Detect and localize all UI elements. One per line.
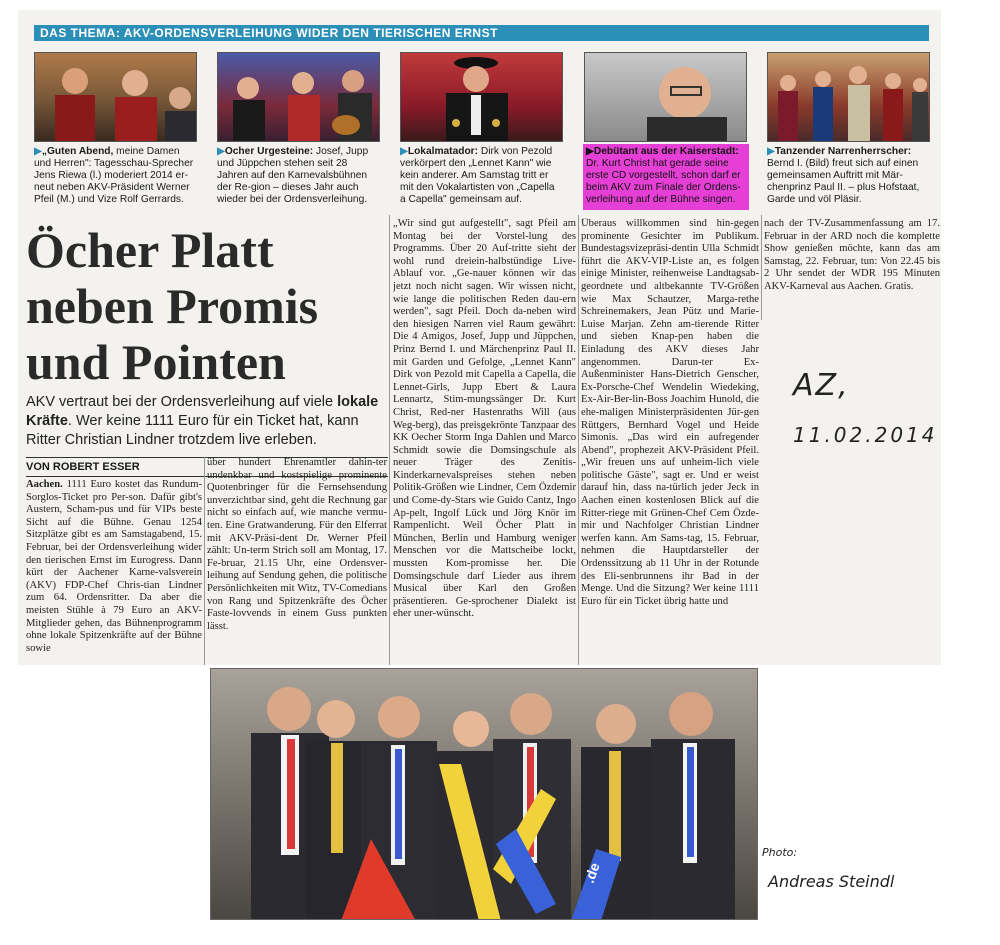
article-lead — [26, 393, 388, 450]
caption-2-title: Öcher Urgesteine: — [224, 146, 314, 157]
photo-debutant — [584, 52, 747, 142]
caption-1-title: „Guten Abend, — [41, 146, 114, 157]
topic-banner: DAS THEMA: AKV-ORDENSVERLEIHUNG WIDER DEN TIERISCHEN ERNST — [34, 25, 929, 41]
lead-text-1: AKV vertraut bei der Ordensverleihung auf viele — [26, 394, 338, 410]
article-column-5 — [764, 218, 940, 320]
photo-credit-name: Andreas Steindl — [768, 872, 895, 891]
caption-arrow-icon: ▶ — [400, 146, 408, 157]
group-photo — [210, 668, 758, 920]
caption-4-text: Dr. Kurt Christ hat gerade seine erste CD vorgestellt, schon darf er beim AKV zum Finale der Ordens-verleihung auf der Bühne singen. — [586, 158, 741, 205]
photo-lokalmatador — [400, 52, 563, 142]
caption-5-title: Tanzender Narrenherrscher: — [774, 146, 912, 157]
column-divider — [389, 215, 390, 665]
column-divider — [578, 215, 579, 665]
col1-text: 1111 Euro kostet das Rundum-Sorglos-Ticket pro Per-son. Dafür gibt's Austern, Scham-pus und für VIPs beste Sicht auf die Bühne. Genau 1254 Sitzplätze gibt es am Samstagabend, 15. Februar, bei der Ordensverleihung wider den tierischen Ernst im Eurogress. Dann kürt der Aachener Karne-valsverein (AKV) FDP-Chef Chris-tian Lindner zum 64. Ordensritter. Da aber die meisten Stühle à 79 Euro an AKV-Mitglieder gehen, das Bühnenprogramm ohne lokale Spitzenkräfte auf der Bühne sowie — [26, 479, 202, 654]
caption-3-text: Dirk von Pezold verkörpert den „Lennet Kann" wie kein anderer. Am Samstag tritt er mit den Vokalartisten von „Capella a Capella" gemeinsam auf. — [400, 146, 555, 205]
caption-arrow-icon: ▶ — [586, 146, 594, 157]
caption-arrow-icon: ▶ — [217, 146, 225, 157]
caption-4-title: Debütant aus der Kaiserstadt: — [593, 146, 739, 157]
column-divider — [761, 215, 762, 320]
logo-domain-text: .de — [580, 860, 603, 886]
photo-credit-label: Photo: — [762, 846, 798, 859]
article-column-1 — [26, 479, 202, 665]
col3-text: „Wir sind gut aufgestellt", sagt Pfeil am Montag bei der Vorstel-lung des Programms. Über 20 Auf-tritte sieht der wohl rund dreiein-halbstündige Live-Ablauf vor. „Ge-nauer können wir das jetzt noch nicht sagen. Wir wissen nicht, wie lange die politischen Reden dau-ern werden", sagt Pfeil. Doch da-neben wird den hiesigen Narren viel Raum gewährt: Die 4 Amigos, Josef, Jupp und Jüppchen, Prinz Bernd I. und Märchenprinz Paul II. mit Garden und Gefolge, „Lennet Kann" Dirk von Pezold mit Capella a Capella, die Lennet-Girls, Jupp Ebert & Laura Lennartz, Stim-mungssänger Dr. Kurt Christ, Red-ner Hastenraths Will (aus Weg-berg), das preisgekrönte Tanzpaar des KK Oecher Storm Inga Dahlen und Marco Schmidt sowie die Domsingschule als neuer Träger des Zenitis-Kinderkarnevalspreises stehen neben Politik-Größen wie Lindner, Cem Özdemir und Come-dy-Stars wie Guido Cantz, Ingo Ap-pelt, Ingolf Lück und Jörg Knör im Rampenlicht. Weil Öcher Platt in München, Berlin und Hamburg weniger Menschen vor die Mattscheibe lockt, mussten Kom-promisse her. Die Domsingschule darf Lieder aus ihrem Musical über Karl den Großen präsentieren. Ge-sprochener Dialekt ist eher uner-wünscht. — [393, 218, 576, 620]
caption-1-text: meine Damen und Herren": Tagesschau-Sprecher Jens Riewa (l.) moderiert 2014 er-neut neben AKV-Präsident Werner Pfeil (M.) und Vize Rolf Gerrards. — [34, 146, 194, 205]
article-column-2 — [207, 457, 387, 665]
col4-text: Überaus willkommen sind hin-gegen prominente Gesichter im Publikum. Bundestagsvizepräsi-dentin Ulla Schmidt führt die AKV-VIP-Liste an, es folgen einige Minister, reihenweise Landtagsab-geordnete und altbekannte TV-Größen wie Max Schautzer, Marga-rethe Schreinemakers, Jean Pütz und Marie-Luise Marjan. Zehn am-tierende Ritter und sieben Knap-pen haben die Einladung des AKV dieses Jahr angenommen. Darun-ter Ex-Außenminister Hans-Dietrich Genscher, Ex-Porsche-Chef Wendelin Wiedeking, Ex-Air-Ber-lin-Boss Joachim Hunold, die ehe-maligen Ministerpräsidenten Jür-gen Rüttgers, Bernhard Vogel und Heide Simonis. „Das wird ein aufregender Abend", prophezeit AKV-Präsident Pfeil. „Wir freuen uns auf unheim-lich viele politische Gäste", sagt er. Und er weist darauf hin, dass na-türlich jeder Jeck in Aachen einen kostenlosen Blick auf die Ritter-riege mit Grünen-Chef Cem Özde-mir und Nachfolger Christian Lindner werfen kann. Am Sams-tag, 15. Februar, nehmen die Hauptdarsteller der Ordenssitzung ab 11 Uhr in der Rotunde des Eli-senbrunnens ihr Bad in der Menge. Und die Sitzung? Wer keine 1111 Euro für ein Ticket übrig hatte und — [581, 218, 759, 607]
lead-text-2: . Wer keine 1111 Euro für ein Ticket hat, kann Ritter Christian Lindner trotzdem live erleben. — [26, 413, 359, 448]
photo-narrenherrscher — [767, 52, 930, 142]
article-column-4 — [581, 218, 759, 665]
caption-3-title: Lokalmatador: — [407, 146, 479, 157]
caption-2-text: Josef, Jupp und Jüppchen stehen seit 28 Jahren auf den Karnevalsbühnen der Re-gion – dieses Jahr auch wieder bei der Ordensverleihung. — [217, 146, 369, 205]
caption-4-highlighted — [583, 144, 749, 210]
caption-arrow-icon: ▶ — [767, 146, 775, 157]
byline: VON ROBERT ESSER — [26, 457, 388, 477]
caption-3 — [400, 146, 563, 212]
handwritten-source: AZ, — [793, 368, 850, 403]
caption-2 — [217, 146, 380, 212]
article-headline: Öcher Platt neben Promis und Pointen — [26, 222, 319, 390]
caption-1 — [34, 146, 197, 212]
caption-arrow-icon: ▶ — [34, 146, 42, 157]
col5-text: nach der TV-Zusammenfassung am 17. Februar in der ARD noch die komplette Show genießen möchte, kann das am Samstag, 22. Februar, tun: Von 22.45 bis 2 Uhr sendet der WDR 195 Minuten AKV-Karneval aus Aachen. Gratis. — [764, 218, 940, 292]
lead-bold: lokale Kräfte — [26, 394, 379, 429]
col2-text: über hundert Ehrenamtler dahin-ter undenkbar und kostspielige prominente Quotenbringer für die Fernsehsendung unverzichtbar sind, geht die Rechnung gar nicht so einfach auf, wie manche vermu-ten. Eine Gratwanderung. Für den Elferrat mit AKV-Präsi-dent Dr. Werner Pfeil zählt: Un-term Strich soll am Montag, 17. Fe-bruar, 21.15 Uhr, eine Ordensver-leihung auf Sendung gehen, die politische Persönlichkeiten mit Witz, TV-Comedians von Rang und Spitzenkräfte des Öcher Faste-lovvends in einem Guss punkten lässt. — [207, 457, 387, 632]
caption-5 — [767, 146, 930, 212]
photo-moderators — [34, 52, 197, 142]
dateline: Aachen. — [26, 479, 63, 490]
photo-urgesteine — [217, 52, 380, 142]
handwritten-date: 11.02.2014 — [793, 423, 938, 447]
column-divider — [204, 457, 205, 665]
caption-5-text: Bernd I. (Bild) freut sich auf einen gemeinsamen Auftritt mit Mär-chenprinz Paul II. – plus Hofstaat, Garde und völ Pläsir. — [767, 158, 920, 205]
article-column-3 — [393, 218, 576, 665]
